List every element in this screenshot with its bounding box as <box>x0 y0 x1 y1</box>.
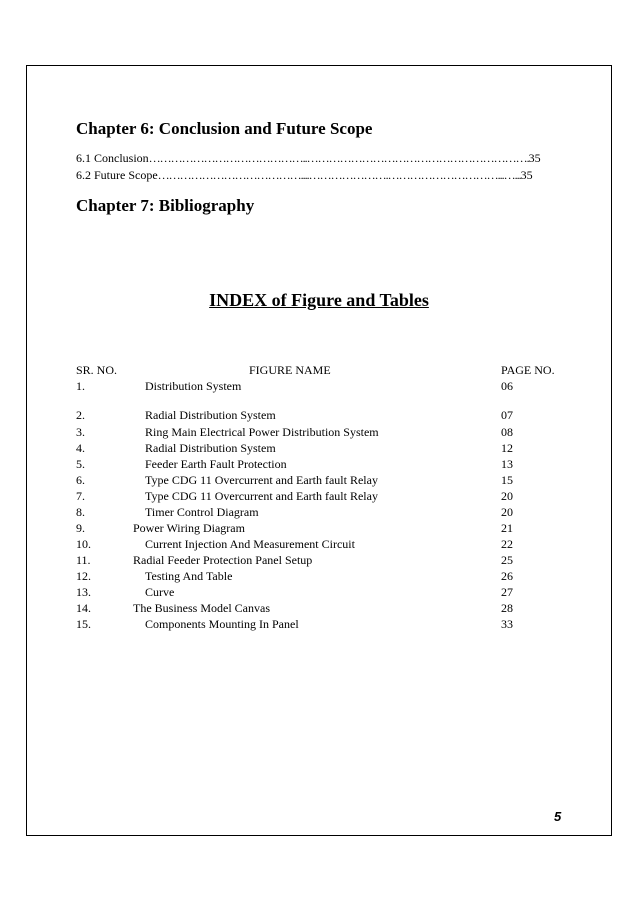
table-row <box>76 489 566 505</box>
chapter-6-heading: Chapter 6: Conclusion and Future Scope <box>76 119 373 138</box>
header-figure-name: FIGURE NAME <box>249 363 331 377</box>
toc-entry-label: 6.2 Future Scope <box>76 168 158 182</box>
row-sr-no: 14. <box>76 601 91 615</box>
row-page-no: 15 <box>501 473 513 487</box>
table-row <box>76 601 566 617</box>
row-page-no: 20 <box>501 505 513 519</box>
header-sr-no: SR. NO. <box>76 363 118 377</box>
table-row <box>76 553 566 569</box>
page-number: 5 <box>554 809 562 824</box>
row-sr-no: 3. <box>76 425 85 439</box>
row-figure-name: Components Mounting In Panel <box>145 617 299 631</box>
toc-entry-future-scope <box>76 168 562 183</box>
table-row <box>76 457 566 473</box>
row-figure-name: Radial Feeder Protection Panel Setup <box>133 553 313 567</box>
toc-entry-page: 35 <box>520 168 533 182</box>
table-row <box>76 408 566 424</box>
row-sr-no: 13. <box>76 585 91 599</box>
row-page-no: 25 <box>501 553 513 567</box>
table-row <box>76 473 566 489</box>
table-row <box>76 441 566 457</box>
table-row <box>76 569 566 585</box>
table-row <box>76 617 566 633</box>
table-row <box>76 379 566 395</box>
row-sr-no: 6. <box>76 473 85 487</box>
table-row <box>76 537 566 553</box>
row-figure-name: Power Wiring Diagram <box>133 521 245 535</box>
table-row <box>76 521 566 537</box>
row-sr-no: 8. <box>76 505 85 519</box>
row-page-no: 06 <box>501 379 513 393</box>
toc-entry-page: 35 <box>528 151 541 165</box>
row-sr-no: 7. <box>76 489 85 503</box>
toc-entry-label: 6.1 Conclusion <box>76 151 149 165</box>
row-page-no: 33 <box>501 617 513 631</box>
chapter-7-heading: Chapter 7: Bibliography <box>76 196 255 215</box>
row-figure-name: Distribution System <box>145 379 242 393</box>
row-page-no: 07 <box>501 408 513 422</box>
toc-entry-conclusion <box>76 151 562 166</box>
row-sr-no: 12. <box>76 569 91 583</box>
row-figure-name: Type CDG 11 Overcurrent and Earth fault Relay <box>145 489 378 503</box>
row-page-no: 13 <box>501 457 513 471</box>
row-page-no: 22 <box>501 537 513 551</box>
row-figure-name: Timer Control Diagram <box>145 505 259 519</box>
row-figure-name: Testing And Table <box>145 569 233 583</box>
row-page-no: 20 <box>501 489 513 503</box>
row-figure-name: The Business Model Canvas <box>133 601 270 615</box>
row-sr-no: 4. <box>76 441 85 455</box>
row-sr-no: 10. <box>76 537 91 551</box>
row-page-no: 26 <box>501 569 513 583</box>
row-figure-name: Curve <box>145 585 175 599</box>
row-figure-name: Current Injection And Measurement Circuit <box>145 537 355 551</box>
row-sr-no: 9. <box>76 521 85 535</box>
row-figure-name: Ring Main Electrical Power Distribution System <box>145 425 379 439</box>
row-page-no: 12 <box>501 441 513 455</box>
table-row <box>76 425 566 441</box>
table-row <box>76 505 566 521</box>
row-sr-no: 15. <box>76 617 91 631</box>
row-page-no: 21 <box>501 521 513 535</box>
row-sr-no: 11. <box>76 553 91 567</box>
row-figure-name: Radial Distribution System <box>145 441 276 455</box>
row-sr-no: 1. <box>76 379 85 393</box>
index-title: INDEX of Figure and Tables <box>209 290 429 310</box>
toc-leader-dots: …………………………………....………………….…………………………...…... <box>157 168 521 182</box>
row-figure-name: Type CDG 11 Overcurrent and Earth fault Relay <box>145 473 378 487</box>
row-page-no: 27 <box>501 585 513 599</box>
table-row <box>76 585 566 601</box>
row-sr-no: 5. <box>76 457 85 471</box>
row-figure-name: Feeder Earth Fault Protection <box>145 457 287 471</box>
row-page-no: 28 <box>501 601 513 615</box>
row-sr-no: 2. <box>76 408 85 422</box>
row-figure-name: Radial Distribution System <box>145 408 276 422</box>
row-page-no: 08 <box>501 425 513 439</box>
header-page-no: PAGE NO. <box>501 363 555 377</box>
toc-leader-dots: ……………………………………..……………………………………………………. <box>148 151 529 165</box>
